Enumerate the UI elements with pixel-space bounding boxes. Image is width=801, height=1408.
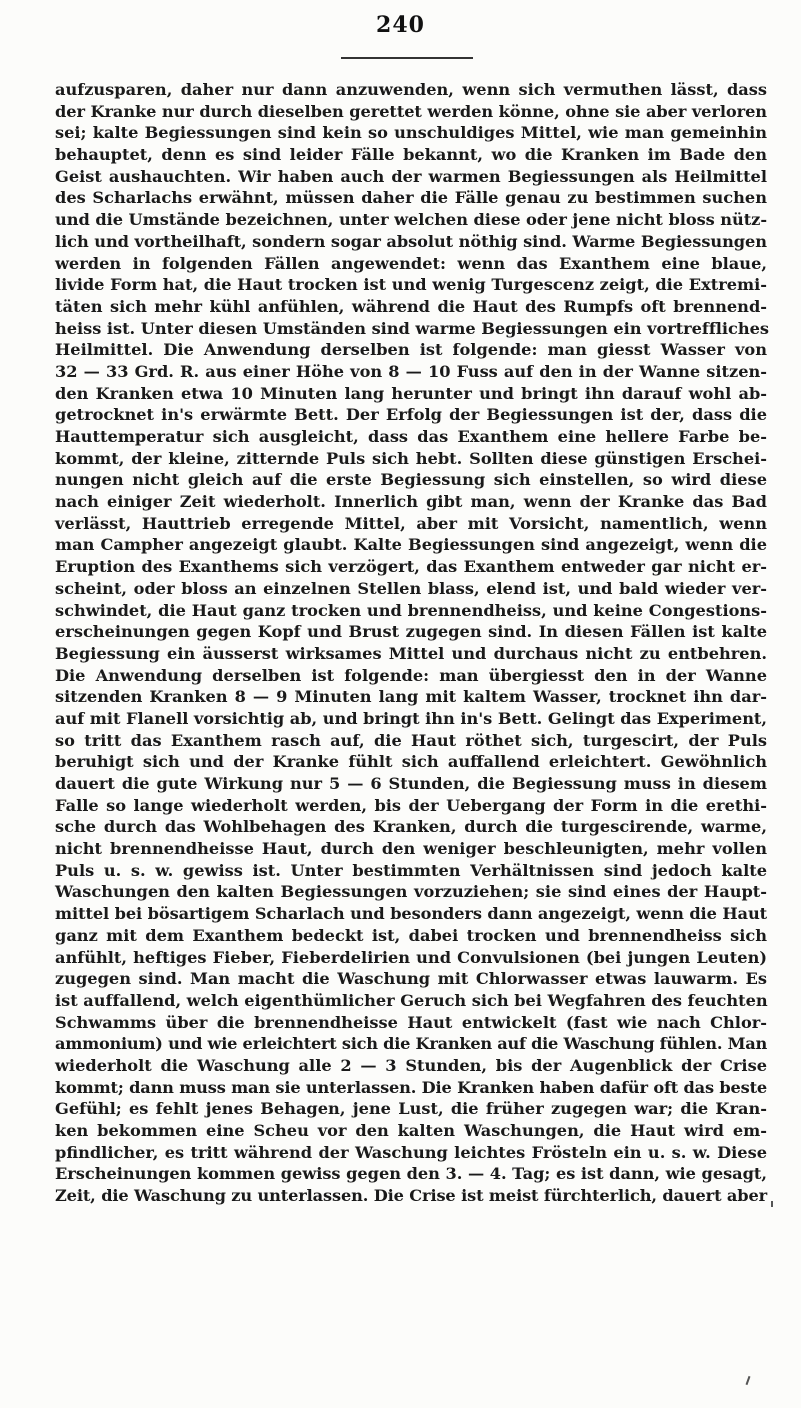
text-line: 32 — 33 Grd. R. aus einer Höhe von 8 — 10 Fuss auf den in der Wanne sitzen- bbox=[55, 361, 767, 381]
print-speck bbox=[771, 1201, 773, 1207]
text-line: wiederholt die Waschung alle 2 — 3 Stunden, bis der Augenblick der Crise bbox=[55, 1055, 767, 1075]
text-line: verlässt, Hauttrieb erregende Mittel, aber mit Vorsicht, namentlich, wenn bbox=[55, 513, 767, 533]
text-line: sei; kalte Begiessungen sind kein so unschuldiges Mittel, wie man gemeinhin bbox=[55, 123, 767, 143]
text-line: mittel bei bösartigem Scharlach und besonders dann angezeigt, wenn die Haut bbox=[55, 904, 767, 924]
text-line: nicht brennendheisse Haut, durch den weniger beschleunigten, mehr vollen bbox=[55, 839, 767, 859]
text-line: sche durch das Wohlbehagen des Kranken, durch die turgescirende, warme, bbox=[55, 817, 767, 837]
text-line: lich und vortheilhaft, sondern sogar absolut nöthig sind. Warme Begiessungen bbox=[55, 231, 767, 251]
text-line: nach einiger Zeit wiederholt. Innerlich gibt man, wenn der Kranke das Bad bbox=[55, 492, 767, 512]
text-line: beruhigt sich und der Kranke fühlt sich auffallend erleichtert. Gewöhnlich bbox=[55, 752, 767, 772]
text-line: Begiessung ein äusserst wirksames Mittel und durchaus nicht zu entbehren. bbox=[55, 643, 767, 663]
print-speck bbox=[746, 1376, 751, 1385]
text-line: livide Form hat, die Haut trocken ist und wenig Turgescenz zeigt, die Extremi- bbox=[55, 275, 768, 295]
text-line: Erscheinungen kommen gewiss gegen den 3. — 4. Tag; es ist dann, wie gesagt, bbox=[55, 1164, 767, 1184]
text-line: der Kranke nur durch dieselben gerettet werden könne, ohne sie aber verloren bbox=[55, 101, 767, 121]
text-line: zugegen sind. Man macht die Waschung mit Chlorwasser etwas lauwarm. Es bbox=[55, 969, 767, 989]
text-line: Puls u. s. w. gewiss ist. Unter bestimmten Verhältnissen sind jedoch kalte bbox=[55, 860, 767, 880]
page-number: 240 bbox=[376, 12, 425, 38]
text-line: Schwamms über die brennendheisse Haut entwickelt (fast wie nach Chlor- bbox=[55, 1012, 767, 1032]
text-line: heiss ist. Unter diesen Umständen sind warme Begiessungen ein vortreffliches bbox=[55, 318, 769, 338]
text-line: so tritt das Exanthem rasch auf, die Haut röthet sich, turgescirt, der Puls bbox=[55, 730, 767, 750]
text-line: behauptet, denn es sind leider Fälle bekannt, wo die Kranken im Bade den bbox=[55, 145, 767, 165]
text-line: dauert die gute Wirkung nur 5 — 6 Stunden, die Begiessung muss in diesem bbox=[55, 774, 767, 793]
text-line: täten sich mehr kühl anfühlen, während die Haut des Rumpfs oft brennend- bbox=[55, 296, 767, 316]
header-rule bbox=[341, 57, 473, 59]
text-line: werden in folgenden Fällen angewendet: wenn das Exanthem eine blaue, bbox=[55, 253, 767, 273]
text-line: Geist aushauchten. Wir haben auch der warmen Begiessungen als Heilmittel bbox=[55, 166, 767, 186]
text-line: ganz mit dem Exanthem bedeckt ist, dabei trocken und brennendheiss sich bbox=[55, 925, 767, 945]
text-line: Waschungen den kalten Begiessungen vorzuziehen; sie sind eines der Haupt- bbox=[55, 882, 767, 902]
text-line: getrocknet in's erwärmte Bett. Der Erfolg der Begiessungen ist der, dass die bbox=[55, 405, 767, 425]
text-line: pfindlicher, es tritt während der Waschung leichtes Frösteln ein u. s. w. Diese bbox=[55, 1142, 767, 1162]
text-line: aufzusparen, daher nur dann anzuwenden, wenn sich vermuthen lässt, dass bbox=[55, 80, 767, 99]
text-line: Heilmittel. Die Anwendung derselben ist folgende: man giesst Wasser von bbox=[55, 340, 767, 360]
text-line: sitzenden Kranken 8 — 9 Minuten lang mit kaltem Wasser, trocknet ihn dar- bbox=[55, 687, 767, 707]
text-line: Gefühl; es fehlt jenes Behagen, jene Lust, die früher zugegen war; die Kran- bbox=[55, 1099, 767, 1119]
text-line: den Kranken etwa 10 Minuten lang herunter und bringt ihn darauf wohl ab- bbox=[55, 383, 767, 403]
text-line: ammonium) und wie erleichtert sich die Kranken auf die Waschung fühlen. Man bbox=[55, 1034, 767, 1054]
text-line: und die Umstände bezeichnen, unter welchen diese oder jene nicht bloss nütz- bbox=[55, 210, 767, 230]
text-line: scheint, oder bloss an einzelnen Stellen blass, elend ist, und bald wieder ver- bbox=[55, 578, 767, 598]
text-line: man Campher angezeigt glaubt. Kalte Begiessungen sind angezeigt, wenn die bbox=[55, 535, 767, 555]
text-line: Die Anwendung derselben ist folgende: man übergiesst den in der Wanne bbox=[55, 665, 767, 685]
text-line: ist auffallend, welch eigenthümlicher Geruch sich bei Wegfahren des feuchten bbox=[55, 990, 768, 1010]
text-line: erscheinungen gegen Kopf und Brust zugegen sind. In diesen Fällen ist kalte bbox=[55, 622, 767, 642]
text-line: Eruption des Exanthems sich verzögert, das Exanthem entweder gar nicht er- bbox=[55, 557, 767, 577]
text-line: kommt, der kleine, zitternde Puls sich hebt. Sollten diese günstigen Erschei- bbox=[55, 448, 767, 468]
body-text bbox=[55, 79, 767, 1207]
text-line: kommt; dann muss man sie unterlassen. Die Kranken haben dafür oft das beste bbox=[55, 1077, 767, 1097]
text-line: nungen nicht gleich auf die erste Begiessung sich einstellen, so wird diese bbox=[55, 470, 767, 490]
text-line: anfühlt, heftiges Fieber, Fieberdelirien und Convulsionen (bei jungen Leuten) bbox=[55, 947, 767, 967]
text-line: ken bekommen eine Scheu vor den kalten Waschungen, die Haut wird em- bbox=[55, 1121, 767, 1140]
text-line: schwindet, die Haut ganz trocken und brennendheiss, und keine Congestions- bbox=[55, 600, 767, 620]
text-line: des Scharlachs erwähnt, müssen daher die Fälle genau zu bestimmen suchen bbox=[55, 188, 767, 208]
text-line: Hauttemperatur sich ausgleicht, dass das Exanthem eine hellere Farbe be- bbox=[55, 427, 767, 446]
text-line: Falle so lange wiederholt werden, bis der Uebergang der Form in die erethi- bbox=[55, 795, 767, 815]
text-line: auf mit Flanell vorsichtig ab, und bringt ihn in's Bett. Gelingt das Experiment, bbox=[55, 708, 767, 728]
text-line: Zeit, die Waschung zu unterlassen. Die Crise ist meist fürchterlich, dauert aber bbox=[55, 1186, 767, 1206]
